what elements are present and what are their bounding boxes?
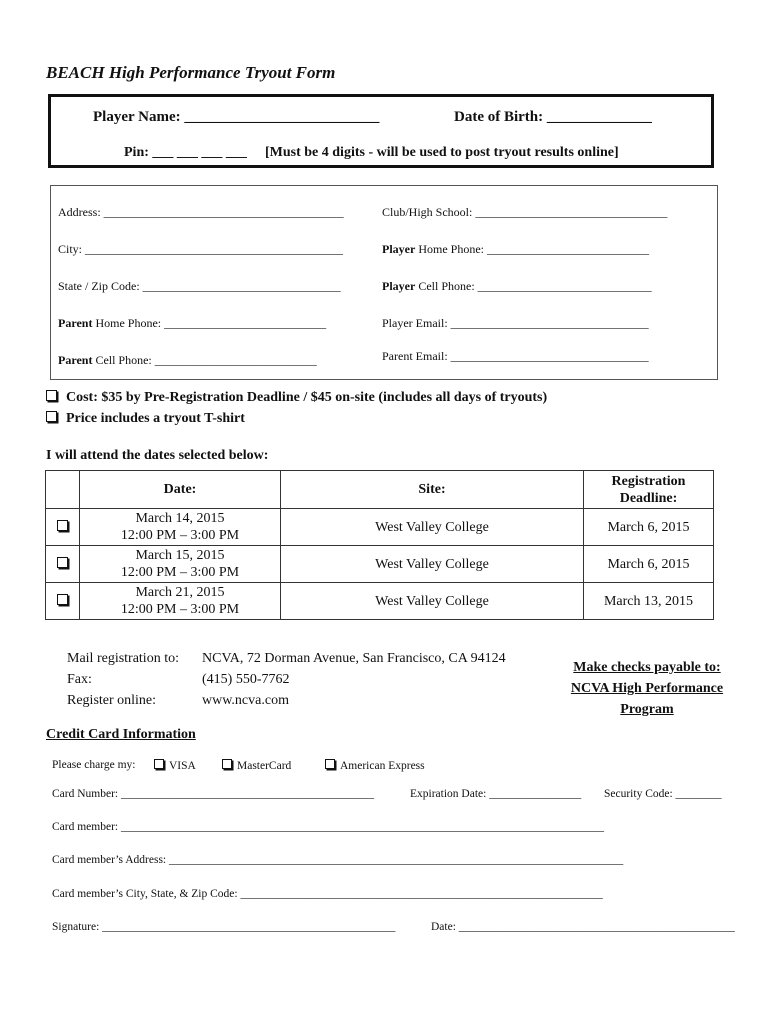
player-home-phone-label: Home Phone: ___________________________ (415, 242, 649, 256)
checkbox-bullet-icon (46, 411, 57, 422)
select-cell[interactable] (46, 546, 80, 583)
select-cell[interactable] (46, 583, 80, 620)
tshirt-bullet (46, 411, 245, 427)
deadline-cell: March 6, 2015 (584, 509, 714, 546)
card-member-city-field[interactable]: Card member’s City, State, & Zip Code: _______________________________________________________________ (52, 888, 603, 900)
checks-line1: Make checks payable to: (573, 660, 721, 675)
player-home-phone-bold: Player (382, 242, 416, 256)
checks-line2: NCVA High Performance (570, 681, 724, 696)
site-cell: West Valley College (281, 509, 584, 546)
amex-option[interactable] (325, 759, 425, 772)
deadline-cell: March 6, 2015 (584, 546, 714, 583)
table-row (46, 546, 714, 583)
deadline-header-line2: Deadline: (619, 490, 678, 506)
expiration-date-field[interactable]: Expiration Date: ________________ (410, 788, 582, 800)
date-line: March 15, 2015 (135, 548, 225, 563)
form-title: BEACH High Performance Tryout Form (46, 63, 336, 82)
checkbox-icon[interactable] (222, 759, 232, 769)
date-cell (80, 583, 281, 620)
signature-date-field[interactable]: Date: ________________________________________________ (431, 921, 735, 933)
table-row (46, 583, 714, 620)
site-cell: West Valley College (281, 583, 584, 620)
date-line: March 14, 2015 (135, 511, 225, 526)
credit-card-heading: Credit Card Information (46, 727, 196, 742)
cost-text: Cost: $35 by Pre-Registration Deadline / $45 on-site (includes all days of tryouts) (66, 390, 548, 405)
table-row (46, 509, 714, 546)
parent-home-phone-label: Home Phone: ___________________________ (92, 316, 327, 330)
tshirt-text: Price includes a tryout T-shirt (66, 411, 245, 426)
parent-home-phone-field[interactable] (58, 316, 326, 331)
security-code-field[interactable]: Security Code: ________ (604, 788, 722, 800)
contact-info-box (50, 185, 718, 380)
player-email-field[interactable]: Player Email: _________________________________ (382, 316, 649, 330)
player-cell-phone-label: Cell Phone: _____________________________ (415, 279, 652, 293)
fax-label: Fax: (67, 672, 92, 687)
state-zip-field[interactable]: State / Zip Code: _________________________________ (58, 279, 341, 293)
visa-label: VISA (169, 760, 196, 772)
mastercard-label: MasterCard (237, 760, 292, 772)
fax-number: (415) 550-7762 (202, 672, 290, 687)
online-link[interactable]: www.ncva.com (202, 693, 289, 708)
checkbox-bullet-icon (46, 390, 57, 401)
parent-cell-phone-bold: Parent (58, 353, 93, 367)
card-member-address-field[interactable]: Card member’s Address: _______________________________________________________________________________ (52, 854, 624, 866)
select-cell[interactable] (46, 509, 80, 546)
date-of-birth-field[interactable]: Date of Birth: ______________ (454, 109, 652, 125)
parent-cell-phone-field[interactable] (58, 353, 317, 368)
parent-home-phone-bold: Parent (58, 316, 93, 330)
checkbox-icon[interactable] (57, 557, 68, 568)
table-header-row (46, 471, 714, 509)
checkbox-icon[interactable] (325, 759, 335, 769)
deadline-header-line1: Registration (611, 473, 686, 489)
address-field[interactable]: Address: ________________________________________ (58, 205, 344, 219)
mail-label: Mail registration to: (67, 651, 179, 666)
site-cell: West Valley College (281, 546, 584, 583)
checks-payable-note (552, 657, 742, 720)
deadline-column-header (584, 471, 714, 509)
player-cell-phone-bold: Player (382, 279, 416, 293)
deadline-cell: March 13, 2015 (584, 583, 714, 620)
checkbox-icon[interactable] (57, 520, 68, 531)
club-high-school-field[interactable]: Club/High School: ________________________________ (382, 205, 668, 219)
player-home-phone-field[interactable] (382, 242, 649, 257)
mail-address: NCVA, 72 Dorman Avenue, San Francisco, CA 94124 (202, 651, 506, 666)
card-member-field[interactable]: Card member: ____________________________________________________________________________________ (52, 821, 604, 833)
visa-option[interactable] (154, 759, 196, 772)
checkbox-icon[interactable] (154, 759, 164, 769)
player-name-field[interactable]: Player Name: __________________________ (93, 109, 380, 125)
amex-label: American Express (340, 760, 425, 772)
charge-label: Please charge my: (52, 759, 136, 771)
pin-field[interactable]: Pin: ___ ___ ___ ___ (124, 145, 247, 160)
card-number-field[interactable]: Card Number: ____________________________________________ (52, 788, 374, 800)
date-cell (80, 509, 281, 546)
checkbox-icon[interactable] (57, 594, 68, 605)
date-column-header: Date: (80, 471, 281, 509)
select-column-header (46, 471, 80, 509)
pin-note: [Must be 4 digits - will be used to post tryout results online] (265, 145, 619, 160)
date-line: March 21, 2015 (135, 585, 225, 600)
player-cell-phone-field[interactable] (382, 279, 652, 294)
player-info-box (48, 94, 714, 168)
cost-bullet (46, 390, 547, 406)
signature-field[interactable]: Signature: ___________________________________________________ (52, 921, 396, 933)
online-label: Register online: (67, 693, 157, 708)
parent-cell-phone-label: Cell Phone: ___________________________ (92, 353, 317, 367)
time-line: 12:00 PM – 3:00 PM (120, 565, 240, 580)
time-line: 12:00 PM – 3:00 PM (120, 528, 240, 543)
attend-heading: I will attend the dates selected below: (46, 448, 269, 463)
site-column-header: Site: (281, 471, 584, 509)
time-line: 12:00 PM – 3:00 PM (120, 602, 240, 617)
city-field[interactable]: City: ___________________________________________ (58, 242, 344, 256)
checks-line3: Program (620, 702, 674, 717)
tryout-dates-table (45, 470, 714, 620)
date-cell (80, 546, 281, 583)
mastercard-option[interactable] (222, 759, 291, 772)
parent-email-field[interactable]: Parent Email: _________________________________ (382, 349, 649, 363)
